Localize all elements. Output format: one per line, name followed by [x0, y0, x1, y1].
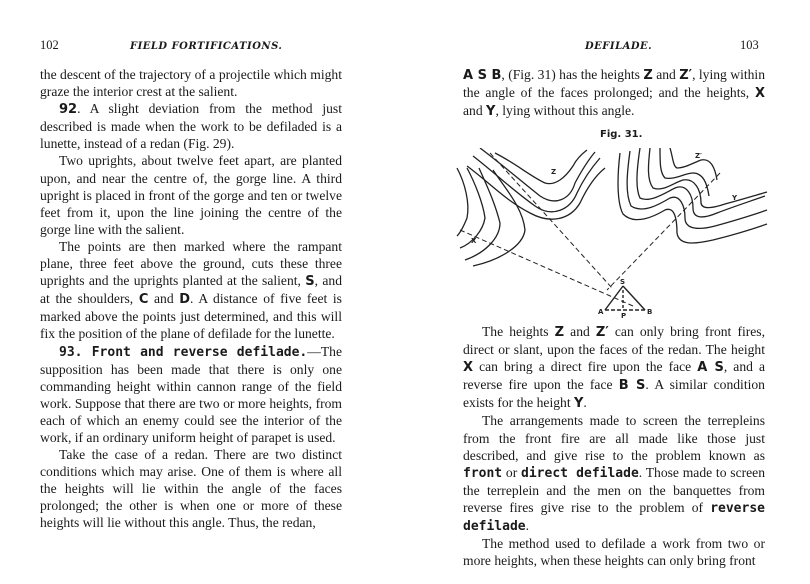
- paragraph: A S B, (Fig. 31) has the heights Z and Z′, lying within the angle of the faces prolonged; and the heights, X and Y, lying without this angle.: [463, 67, 765, 120]
- paragraph-93: 93. Front and reverse defilade.—The supposition has been made that there is only one commanding height within cannon range of the field work. Suppose that there are two or more heights, from each of which an enemy could see the interior of the work, if an ordinary uniform height of parapet is used.: [40, 343, 342, 445]
- page-number-left: 102: [40, 38, 59, 52]
- label-s: S: [620, 278, 626, 286]
- contour-x: [457, 168, 525, 266]
- label-zprime: Z′: [695, 152, 702, 160]
- label-p: P: [621, 312, 627, 318]
- paragraph: the descent of the trajectory of a projectile which might graze the interior crest at the salient.: [40, 67, 342, 100]
- page-number-right: 103: [740, 38, 759, 52]
- section-number: 92: [59, 102, 78, 118]
- paragraph: The arrangements made to screen the terrepleins from the front fire are all made like those just described, and give rise to the problem known as front or direct defilade. Those made to screen the terreplein and the men on the banquettes from reverse fires give rise to the problem of reverse defilade.: [463, 413, 765, 535]
- figure-31-diagram: [455, 148, 775, 318]
- paragraph: Take the case of a redan. There are two distinct conditions which may arise. One of them is where all the heights will lie within the angle of the faces prolonged; the other is when one or more of these heights will lie without this angle. Thus, the redan,: [40, 447, 342, 531]
- contour-zprime-y: [618, 148, 767, 243]
- paragraph: The heights Z and Z′ can only bring front fires, direct or slant, upon the faces of the redan. The height X can bring a direct fire upon the face A S, and a reverse fire upon the face B S. A similar condition exists for the height Y.: [463, 324, 766, 412]
- paragraph: The points are then marked where the rampant plane, three feet above the ground, cuts these three uprights and the uprights planted at the salient, S, and at the shoulders, C and D. A distance of five feet is marked above the points just determined, and this will fix the position of the plane of defilade for the lunette.: [40, 238, 342, 342]
- right-page-top-text: [463, 66, 765, 120]
- label-x: X: [471, 237, 477, 245]
- running-title-right: DEFILADE.: [585, 41, 653, 52]
- left-page-body: [40, 66, 342, 532]
- label-y: Y: [732, 194, 738, 202]
- contour-z: [467, 148, 605, 219]
- figure-caption: Fig. 31.: [600, 129, 643, 140]
- paragraph: The method used to defilade a work from two or more heights, when these heights can only bring front: [463, 536, 765, 569]
- label-a: A: [598, 308, 604, 316]
- paragraph-92: 92. A slight deviation from the method just described is made when the work to be defiladed is a lunette, instead of a redan (Fig. 29).: [40, 101, 342, 152]
- running-title-left: FIELD FORTIFICATIONS.: [130, 41, 283, 52]
- label-z: Z: [551, 168, 557, 176]
- right-page-bottom-text: [463, 323, 765, 569]
- label-b: B: [647, 308, 653, 316]
- paragraph: Two uprights, about twelve feet apart, are planted upon, and near the centre of, the gorge line. A third upright is placed in front of the gorge and ten or twelve feet from it, upon the line joining the centre of the gorge line with the salient.: [40, 153, 342, 237]
- section-heading: 93. Front and reverse defilade.: [59, 344, 308, 360]
